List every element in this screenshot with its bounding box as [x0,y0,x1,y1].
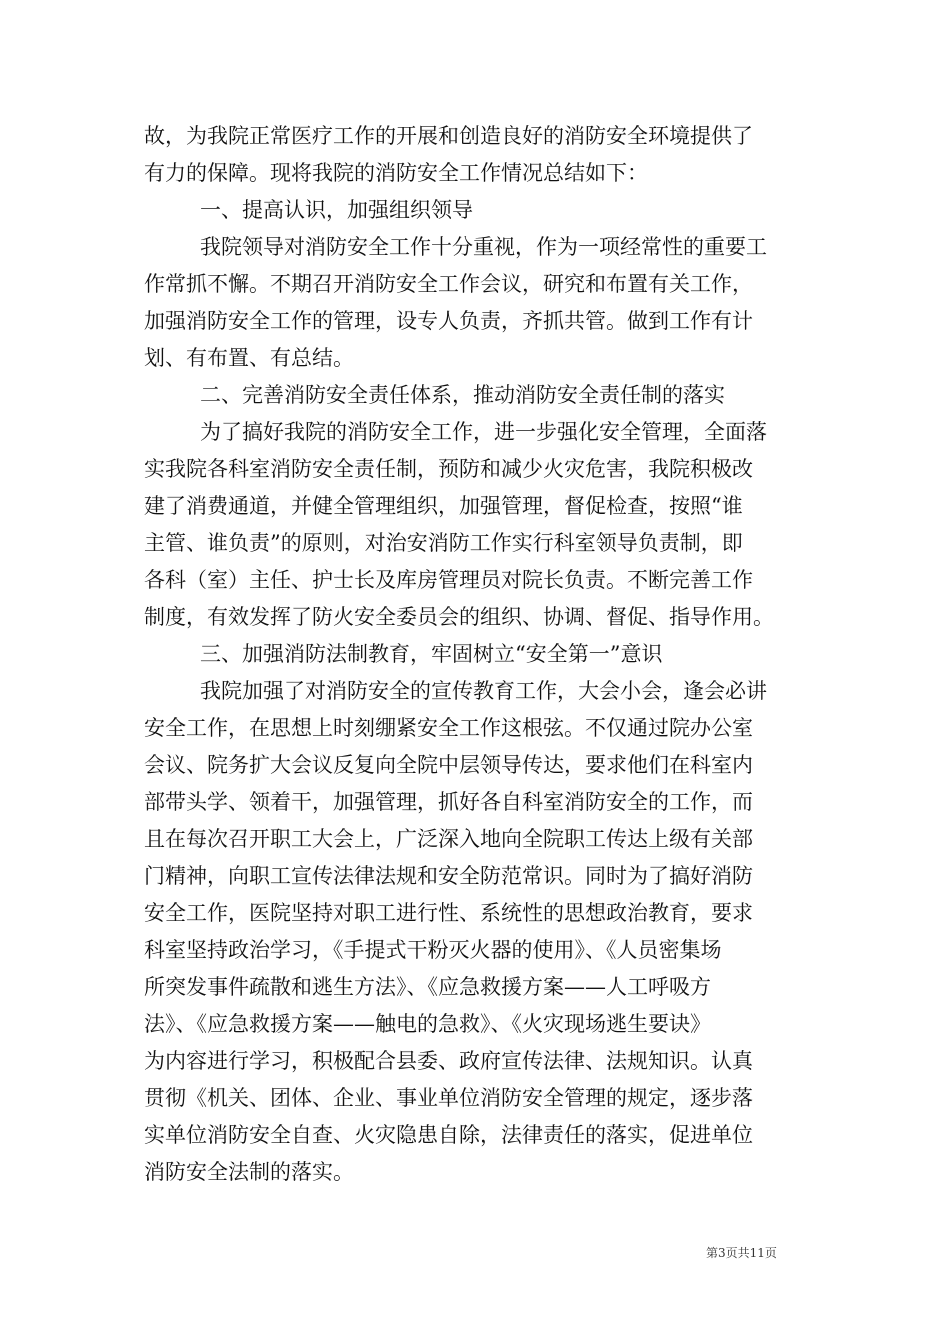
section-heading: 三、加强消防法制教育，牢固树立“安全第一”意识 [200,642,663,666]
text-line: 实我院各科室消防安全责任制，预防和减少火灾危害，我院积极改 [144,457,753,481]
text-line: 各科（室）主任、护士长及库房管理员对院长负责。不断完善工作 [144,568,753,592]
text-line: 所突发事件疏散和逃生方法》、《应急救援方案——人工呼吸方 [144,975,711,999]
text-line: 作常抓不懈。不期召开消防安全工作会议，研究和布置有关工作， [144,272,753,296]
text-line: 贯彻《机关、团体、企业、事业单位消防安全管理的规定，逐步落 [144,1086,753,1110]
text-line: 科室坚持政治学习，《手提式干粉灭火器的使用》、《人员密集场 [144,938,722,962]
text-line: 故，为我院正常医疗工作的开展和创造良好的消防安全环境提供了 [144,124,753,148]
text-line: 建了消费通道，并健全管理组织，加强管理，督促检查，按照“谁 [144,494,743,518]
text-line: 且在每次召开职工大会上，广泛深入地向全院职工传达上级有关部 [144,827,753,851]
text-line: 安全工作，在思想上时刻绷紧安全工作这根弦。不仅通过院办公室 [144,716,753,740]
paragraph-start: 为了搞好我院的消防安全工作，进一步强化安全管理，全面落 [200,420,767,444]
text-line: 消防安全法制的落实。 [144,1160,354,1184]
text-line: 有力的保障。现将我院的消防安全工作情况总结如下： [144,161,648,185]
text-line: 法》、《应急救援方案——触电的急救》、《火灾现场逃生要诀》 [144,1012,711,1036]
text-line: 加强消防安全工作的管理，设专人负责，齐抓共管。做到工作有计 [144,309,753,333]
text-line: 门精神，向职工宣传法律法规和安全防范常识。同时为了搞好消防 [144,864,753,888]
text-line: 会议、院务扩大会议反复向全院中层领导传达，要求他们在科室内 [144,753,753,777]
section-heading: 一、提高认识，加强组织领导 [200,198,473,222]
page-number: 第3页共11页 [706,1246,777,1260]
text-line: 安全工作，医院坚持对职工进行性、系统性的思想政治教育，要求 [144,901,753,925]
text-line: 实单位消防安全自查、火灾隐患自除，法律责任的落实，促进单位 [144,1123,753,1147]
text-line: 主管、谁负责”的原则，对治安消防工作实行科室领导负责制，即 [144,531,743,555]
text-line: 部带头学、领着干，加强管理，抓好各自科室消防安全的工作，而 [144,790,753,814]
text-line: 制度，有效发挥了防火安全委员会的组织、协调、督促、指导作用。 [144,605,774,629]
paragraph-start: 我院加强了对消防安全的宣传教育工作，大会小会，逢会必讲 [200,679,767,703]
section-heading: 二、完善消防安全责任体系，推动消防安全责任制的落实 [200,383,725,407]
text-line: 为内容进行学习，积极配合县委、政府宣传法律、法规知识。认真 [144,1049,753,1073]
paragraph-start: 我院领导对消防安全工作十分重视，作为一项经常性的重要工 [200,235,767,259]
document-body [144,118,812,1191]
text-line: 划、有布置、有总结。 [144,346,354,370]
